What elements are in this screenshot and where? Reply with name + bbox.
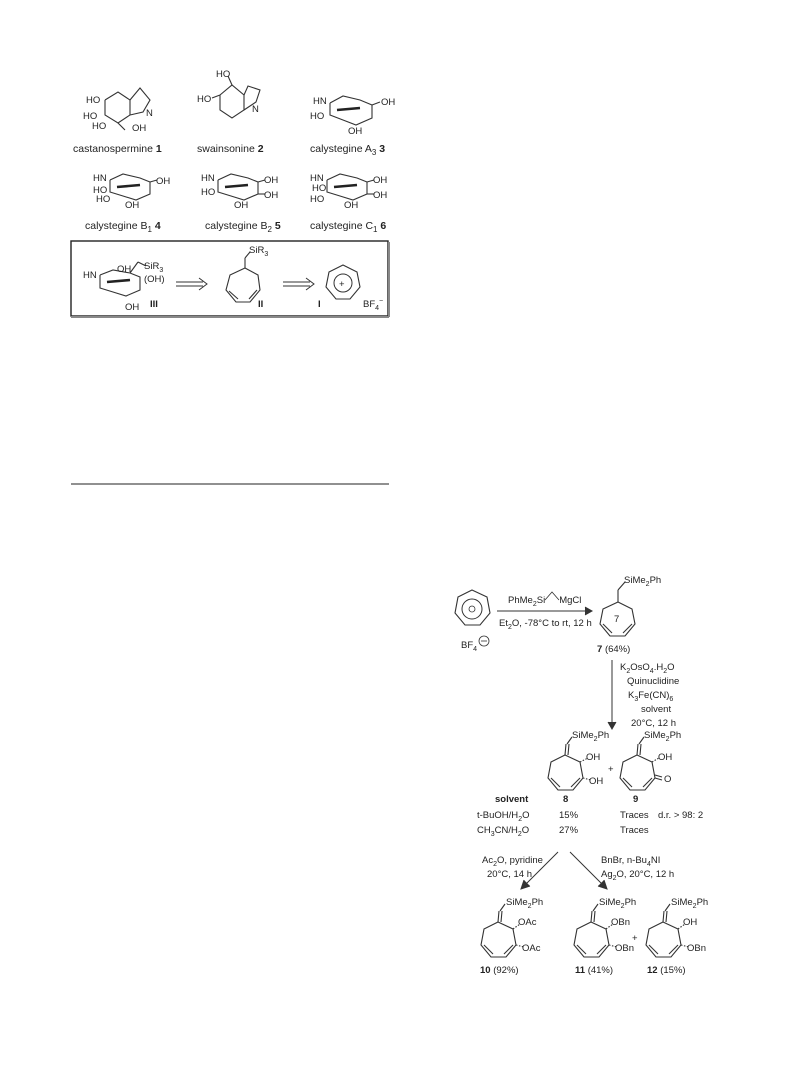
ho-label: HO	[201, 187, 216, 198]
oh-label: OH	[117, 264, 132, 275]
oh-label: OH	[234, 200, 249, 211]
oh-label: OH	[348, 126, 363, 137]
benzylation-line-2: $Ag_2O$, 20°C, 12 h	[601, 869, 675, 882]
compound-9-structure	[620, 730, 681, 790]
oh-label: OH	[586, 752, 601, 763]
table-row-solvent: $CH_3CN/H_2O$	[477, 825, 530, 838]
oh-label: OH	[381, 97, 396, 108]
intermediate-ii-structure	[226, 245, 268, 310]
hn-label: HN	[83, 270, 97, 281]
acetylation-line-1: $Ac_2O$, pyridine	[482, 855, 543, 868]
caption-calystegine-b1: calystegine $B_1$ 4	[85, 220, 161, 234]
hn-label: HN	[310, 173, 324, 184]
oh-label: OH	[373, 175, 388, 186]
sime2ph-label: SiMe$_2$Ph	[599, 897, 637, 910]
ho-label: HO	[197, 94, 212, 105]
hn-label: HN	[313, 96, 327, 107]
product-10-caption: 10 (92%)	[480, 965, 519, 976]
hn-label: HN	[201, 173, 215, 184]
table-row-yield-8: 27%	[559, 825, 579, 836]
oh-label: OH	[373, 190, 388, 201]
synthesis-scheme	[455, 575, 708, 976]
ho-label: HO	[92, 121, 107, 132]
calystegine-b2-structure	[201, 173, 278, 211]
benzylation-line-1: BnBr, $n-Bu_4NI$	[601, 855, 661, 868]
oxidant-line-1: $K_2OsO_4.H_2O$	[620, 662, 675, 675]
caption-calystegine-c1: calystegine $C_1$ 6	[310, 220, 387, 234]
ho-label: HO	[310, 111, 325, 122]
calystegine-a3-structure	[310, 96, 395, 137]
compound-8-structure	[548, 730, 609, 790]
acetylation-line-2: 20°C, 14 h	[487, 869, 532, 880]
swainsonine-structure	[197, 69, 260, 118]
figure-natural-products	[71, 69, 395, 317]
intermediate-iii-structure	[83, 261, 165, 313]
bf4-anion-label: $BF_4$	[461, 640, 478, 653]
sime2ph-label: SiMe$_2$Ph	[644, 730, 682, 743]
o-label: O	[664, 774, 672, 785]
grignard-reagent: PhMe$_2$Si MgCl	[508, 595, 582, 608]
oh-label: OH	[589, 776, 604, 787]
ho-label: HO	[83, 111, 98, 122]
oh-paren-label: (OH)	[144, 274, 165, 285]
caption-swainsonine: swainsonine 2	[197, 143, 264, 155]
oh-label: OH	[658, 752, 673, 763]
table-row-dr: d.r. > 98: 2	[658, 810, 704, 821]
sir3-label: SiR$_3$	[144, 261, 164, 274]
oh-label: OH	[264, 190, 279, 201]
oxidant-line-4: solvent	[641, 704, 672, 715]
bf4-label: $BF_4^-$	[363, 298, 384, 312]
product-12-caption: 12 (15%)	[647, 965, 686, 976]
grignard-conditions: $Et_2O$, -78°C to rt, 12 h	[499, 618, 592, 631]
table-header-solvent: solvent	[495, 794, 529, 805]
table-row-solvent: $t-BuOH/H_2O$	[477, 810, 530, 823]
hn-label: HN	[93, 173, 107, 184]
ho-label: HO	[216, 69, 231, 80]
obn-label: OBn	[615, 943, 635, 954]
tropylium-i-structure	[318, 265, 383, 312]
oxidant-line-3: $K_3Fe(CN)_6$	[628, 690, 674, 703]
product-11-caption: 11 (41%)	[575, 965, 614, 976]
retro-arrow-1	[176, 278, 207, 290]
oh-label: OH	[156, 176, 171, 187]
caption-castanospermine: castanospermine 1	[73, 143, 162, 155]
ring-position-7: 7	[614, 614, 620, 625]
caption-calystegine-b2: calystegine $B_2$ 5	[205, 220, 281, 234]
caption-calystegine-a3: calystegine $A_3$ 3	[310, 143, 386, 157]
oxidant-line-5: 20°C, 12 h	[631, 718, 676, 729]
ho-label: HO	[96, 194, 111, 205]
label-ii: II	[258, 299, 264, 310]
oh-label: OH	[344, 200, 359, 211]
sime2ph-label: SiMe$_2$Ph	[572, 730, 610, 743]
sime2ph-label: SiMe$_2$Ph	[624, 575, 662, 588]
plus-sign: +	[632, 933, 638, 944]
compound-7-structure	[597, 575, 661, 655]
product-7-caption: 7 (64%)	[597, 644, 631, 655]
plus-sign: +	[608, 764, 614, 775]
ho-label: HO	[312, 183, 327, 194]
calystegine-c1-structure	[310, 173, 387, 211]
compound-11-structure	[574, 897, 636, 976]
obn-label: OBn	[687, 943, 707, 954]
castanospermine-structure	[83, 88, 153, 134]
table-header-9: 9	[633, 794, 639, 805]
table-row-yield-9: Traces	[620, 825, 649, 836]
solvent-table	[477, 794, 703, 838]
obn-label: OBn	[611, 917, 631, 928]
label-iii: III	[150, 299, 158, 310]
oac-label: OAc	[518, 917, 537, 928]
compound-12-structure	[646, 897, 708, 976]
n-label: N	[252, 104, 259, 115]
oh-label: OH	[125, 200, 140, 211]
table-row-yield-9: Traces	[620, 810, 649, 821]
oh-label: OH	[264, 175, 279, 186]
oh-label: OH	[125, 302, 140, 313]
sime2ph-label: SiMe$_2$Ph	[671, 897, 709, 910]
ho-label: HO	[93, 185, 108, 196]
arrow-dihydroxylation	[608, 660, 679, 729]
ho-label: HO	[86, 95, 101, 106]
calystegine-b1-structure	[93, 173, 170, 211]
arrow-benzylation	[570, 852, 674, 889]
retrosynthesis-box	[71, 241, 389, 317]
oac-label: OAc	[522, 943, 541, 954]
plus-charge: +	[339, 279, 345, 290]
arrow-acetylation	[482, 852, 558, 889]
sime2ph-label: SiMe$_2$Ph	[506, 897, 544, 910]
oh-label: OH	[132, 123, 147, 134]
tropylium-salt-structure	[455, 590, 490, 653]
sir3-label: SiR$_3$	[249, 245, 269, 258]
arrow-grignard	[497, 592, 592, 631]
oxidant-line-2: Quinuclidine	[627, 676, 680, 687]
compound-10-structure	[480, 897, 543, 976]
ho-label: HO	[310, 194, 325, 205]
n-label: N	[146, 108, 153, 119]
oh-label: OH	[683, 917, 698, 928]
retro-arrow-2	[283, 278, 314, 290]
table-row-yield-8: 15%	[559, 810, 579, 821]
label-i: I	[318, 299, 321, 310]
table-header-8: 8	[563, 794, 569, 805]
